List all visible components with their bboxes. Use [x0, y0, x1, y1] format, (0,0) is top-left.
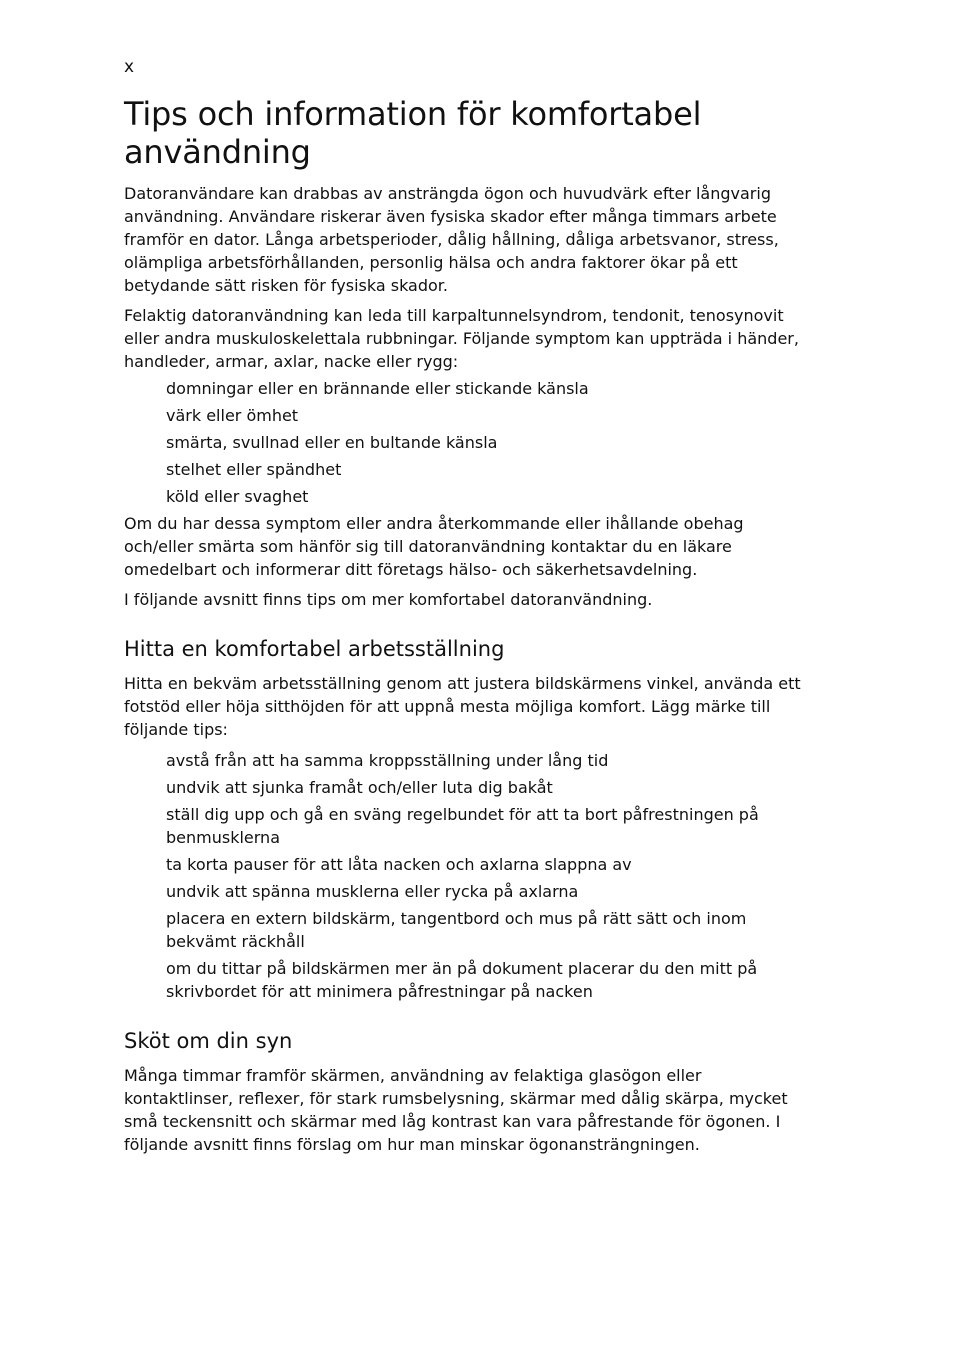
posture-section [124, 635, 814, 1003]
posture-tips-list [124, 749, 814, 1003]
vision-paragraph: Många timmar framför skärmen, användning av felaktiga glasögon eller kontaktlinser, reflexer, för stark rumsbelysning, skärmar med dålig skärpa, mycket små teckensnitt och skärmar med låg kontrast kan vara påfrestande för ögonen. I följande avsnitt finns förslag om hur man minskar ögonansträngningen. [124, 1066, 788, 1154]
section-heading: Hitta en komfortabel arbetsställning [124, 637, 505, 661]
list-item: köld eller svaghet [166, 487, 309, 506]
list-item: placera en extern bildskärm, tangentbord och mus på rätt sätt och inom bekvämt räckhåll [166, 909, 747, 951]
vision-section [124, 1027, 814, 1156]
list-item: ta korta pauser för att låta nacken och axlarna slappna av [166, 855, 632, 874]
section-heading: Sköt om din syn [124, 1029, 293, 1053]
intro-section [124, 182, 814, 611]
list-item: om du tittar på bildskärmen mer än på dokument placerar du den mitt på skrivbordet för att minimera påfrestningar på nacken [166, 959, 758, 1001]
list-item: värk eller ömhet [166, 406, 299, 425]
page-number: x [124, 57, 135, 77]
intro-paragraph: Datoranvändare kan drabbas av ansträngda ögon och huvudvärk efter långvarig användning. Användare riskerar även fysiska skador efter många timmars arbete framför en dator. Långa arbetsperioder, dålig hållning, dåliga arbetsvanor, stress, olämpliga arbetsförhållanden, personlig hälsa och andra faktorer ökar på ett betydande sätt risken för fysiska skador. [124, 184, 779, 295]
posture-paragraph: Hitta en bekväm arbetsställning genom att justera bildskärmens vinkel, använda ett fotstöd eller höja sitthöjden för att uppnå mesta möjliga komfort. Lägg märke till följande tips: [124, 674, 801, 739]
intro-paragraph: Om du har dessa symptom eller andra återkommande eller ihållande obehag och/eller smärta som hänför sig till datoranvändning kontaktar du en läkare omedelbart och informerar ditt företags hälso- och säkerhetsavdelning. [124, 514, 744, 579]
intro-paragraph: I följande avsnitt finns tips om mer komfortabel datoranvändning. [124, 590, 653, 609]
page-title: Tips och information för komfortabel användning [124, 95, 702, 171]
intro-paragraph: Felaktig datoranvändning kan leda till karpaltunnelsyndrom, tendonit, tenosynovit eller andra muskuloskelettala rubbningar. Följande symptom kan uppträda i händer, handleder, armar, axlar, nacke eller rygg: [124, 306, 799, 371]
list-item: undvik att sjunka framåt och/eller luta dig bakåt [166, 778, 553, 797]
list-item: ställ dig upp och gå en sväng regelbundet för att ta bort påfrestningen på benmusklerna [166, 805, 759, 847]
document-page [124, 56, 814, 1163]
list-item: undvik att spänna musklerna eller rycka på axlarna [166, 882, 579, 901]
list-item: domningar eller en brännande eller stickande känsla [166, 379, 589, 398]
symptom-list [124, 377, 814, 508]
list-item: smärta, svullnad eller en bultande känsla [166, 433, 498, 452]
list-item: avstå från att ha samma kroppsställning under lång tid [166, 751, 609, 770]
list-item: stelhet eller spändhet [166, 460, 342, 479]
